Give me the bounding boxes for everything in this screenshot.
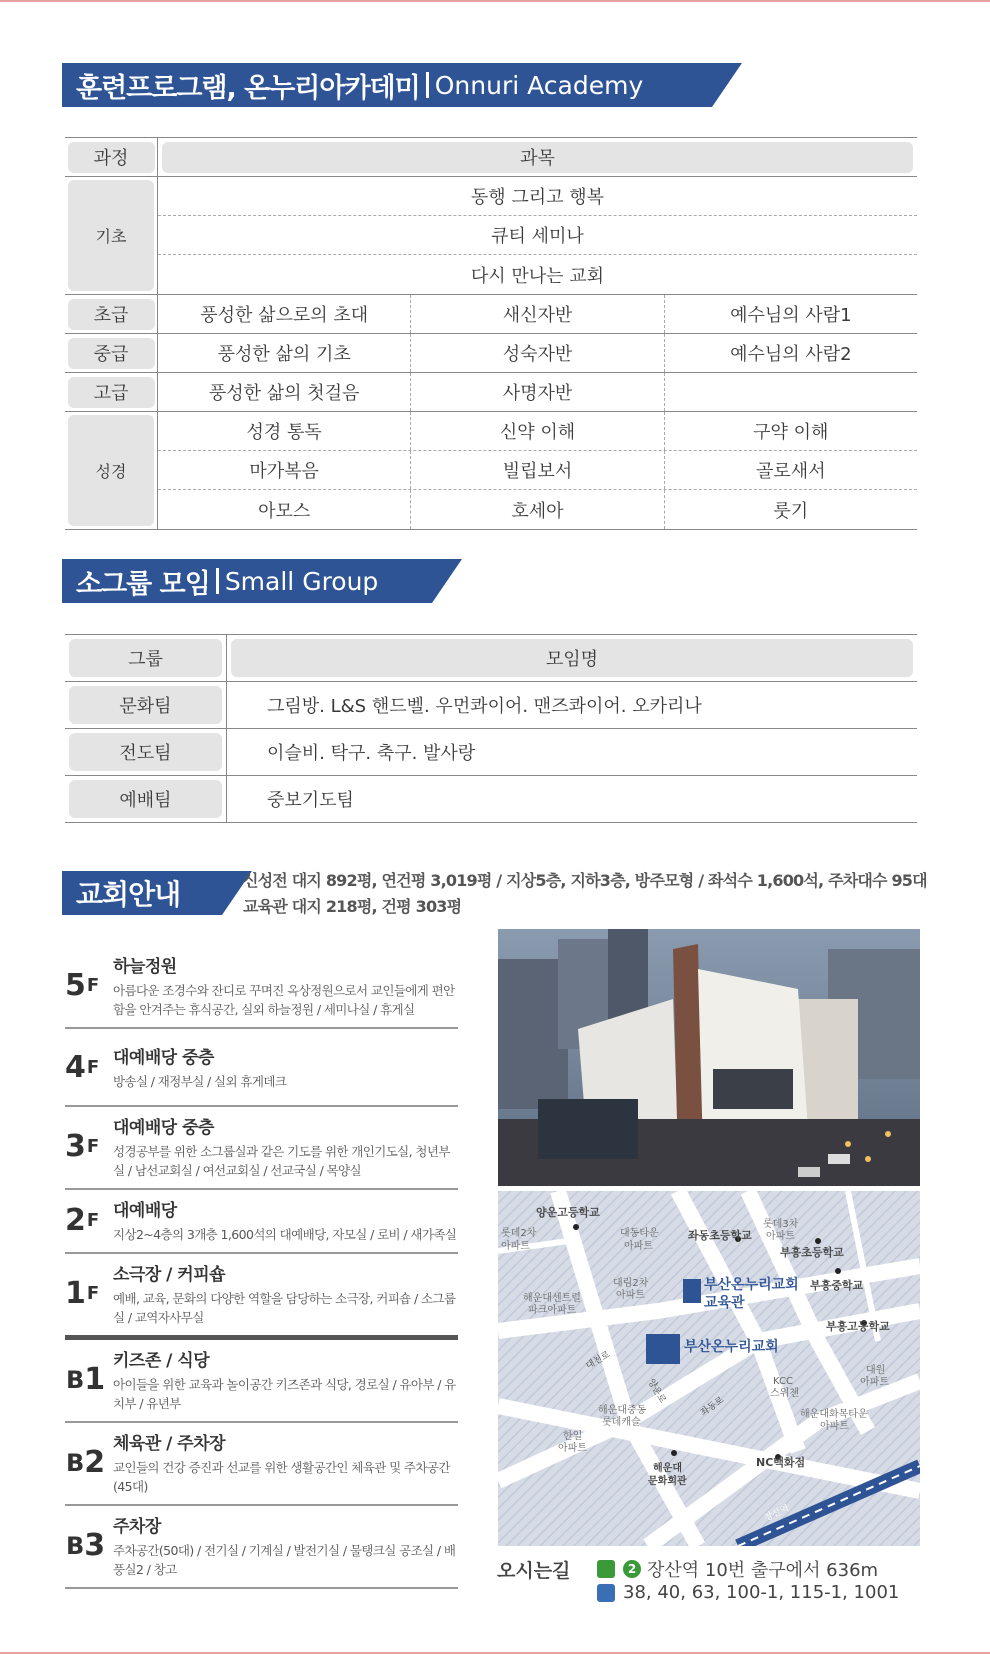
- basic-item: 큐티 세미나: [491, 226, 584, 247]
- floor-suffix: F: [86, 1056, 100, 1078]
- bible-cat-cell: [65, 412, 158, 529]
- floor-suffix: F: [86, 1136, 100, 1157]
- title-divider: [216, 568, 219, 594]
- floor-suffix: B: [66, 1531, 85, 1560]
- floor-label: [65, 1512, 113, 1579]
- group-value: 그림방. L&S 핸드벨. 우먼콰이어. 맨즈콰이어. 오카리나: [267, 696, 702, 717]
- floor-number: 1: [84, 1362, 106, 1397]
- floor-desc: 아름다운 조경수와 잔디로 꾸며진 옥상정원으로서 교인들에게 편안함을 안겨주는 휴식공간, 실외 하늘정원 / 세미나실 / 휴게실: [113, 983, 455, 1017]
- floor-body: [113, 1196, 458, 1244]
- floor-desc: 지상2~4층의 3개층 1,600석의 대예배당, 자모실 / 로비 / 새가족실: [113, 1227, 457, 1242]
- svg-text:아파트: 아파트: [860, 1377, 889, 1388]
- academy-title: 훈련프로그램, 온누리아카데미: [76, 72, 420, 104]
- svg-text:대원: 대원: [866, 1365, 886, 1376]
- floor-item: [65, 1340, 458, 1423]
- level-label: 고급: [68, 377, 155, 408]
- level-cat-cell: [65, 295, 158, 333]
- smallgroup-banner: [62, 559, 432, 603]
- bus-line: [597, 1582, 899, 1603]
- bible-item: 룻기: [773, 500, 809, 522]
- floor-body: [113, 952, 458, 1019]
- table-row: [65, 729, 917, 776]
- map-label-church: 부산온누리교회: [684, 1339, 779, 1355]
- table-row: [65, 295, 917, 334]
- svg-text:부산온누리교회: 부산온누리교회: [704, 1277, 799, 1293]
- level-label: 초급: [68, 299, 155, 330]
- floor-item: [65, 1254, 458, 1340]
- floor-label: [65, 1260, 113, 1327]
- basic-cat-cell: [65, 177, 158, 294]
- group-value: 중보기도팀: [267, 790, 354, 811]
- svg-text:한일: 한일: [563, 1431, 583, 1442]
- table-row: [65, 682, 917, 729]
- header-subject-cell: [158, 138, 917, 176]
- floor-number: 4: [65, 1049, 86, 1085]
- table-row: [158, 255, 917, 294]
- header-name-cell: [227, 635, 917, 681]
- map-label-buheung-el: 부흥초등학교: [780, 1246, 844, 1259]
- floor-item: [65, 1107, 458, 1190]
- level-item: 풍성한 삶의 첫걸음: [158, 373, 411, 411]
- svg-text:파크아파트: 파크아파트: [528, 1305, 577, 1316]
- floor-body: [113, 1429, 458, 1496]
- svg-text:스위첸: 스위첸: [770, 1388, 799, 1399]
- smallgroup-table: [65, 634, 917, 823]
- floor-number: 2: [65, 1202, 86, 1238]
- level-item: 풍성한 삶의 기초: [158, 334, 411, 372]
- table-header-row: [65, 138, 917, 177]
- floor-body: [113, 1043, 458, 1091]
- floor-desc: 교인들의 건강 증진과 선교를 위한 생활공간인 체육관 및 주차공간(45대): [113, 1460, 450, 1494]
- bible-group: [65, 412, 917, 530]
- floor-desc: 성경공부를 위한 소그룹실과 같은 기도를 위한 개인기도실, 청년부실 / 남선교회실 / 여선교회실 / 선교국실 / 목양실: [113, 1144, 450, 1178]
- level-item: 사명자반: [411, 373, 664, 411]
- floor-title: 대예배당 중층: [113, 1048, 214, 1068]
- group-cat-cell: [65, 776, 227, 822]
- subway-line: [597, 1556, 878, 1582]
- svg-text:해운대화목타운: 해운대화목타운: [800, 1409, 868, 1420]
- map-station-label: 장산역: [763, 1503, 791, 1524]
- academy-table: [65, 137, 917, 530]
- group-value: 이슬비. 탁구. 축구. 발사랑: [267, 743, 476, 764]
- floor-desc: 아이들을 위한 교육과 놀이공간 키즈존과 식당, 경로실 / 유아부 / 유치부 / 유년부: [113, 1377, 456, 1411]
- svg-text:롯데3차: 롯데3차: [763, 1219, 799, 1230]
- location-map: [498, 1191, 920, 1546]
- map-label-buheung-high: 부흥고등학교: [826, 1320, 890, 1333]
- table-row: [158, 490, 917, 529]
- header-name: 모임명: [231, 639, 913, 677]
- svg-text:대동타운: 대동타운: [620, 1228, 659, 1239]
- floor-desc: 방송실 / 재정부실 / 실외 휴게데크: [113, 1074, 287, 1089]
- academy-banner: [62, 63, 712, 107]
- table-row: [65, 334, 917, 373]
- bible-item: 아모스: [158, 490, 411, 529]
- group-cat-cell: [65, 682, 227, 728]
- church-photo-illustration: [498, 929, 920, 1186]
- smallgroup-subtitle: Small Group: [224, 566, 379, 596]
- svg-text:해운대: 해운대: [653, 1463, 682, 1474]
- svg-text:교육관: 교육관: [704, 1295, 745, 1311]
- info-line-2: 교육관 대지 218평, 건평 303평: [243, 897, 462, 916]
- level-item: [665, 373, 917, 411]
- floor-title: 하늘정원: [113, 957, 177, 977]
- map-label-jwadong: 좌동초등학교: [688, 1229, 752, 1242]
- floor-list: [65, 946, 458, 1589]
- info-line-1: 신성전 대지 892평, 연건평 3,019평 / 지상5층, 지하3층, 방주모형 / 좌석수 1,600석, 주차대수 95대: [243, 871, 927, 890]
- bible-item: 신약 이해: [411, 412, 664, 450]
- floor-suffix: F: [86, 1283, 100, 1304]
- level-label: 중급: [68, 338, 155, 369]
- level-cat-cell: [65, 334, 158, 372]
- floor-label: [65, 1196, 113, 1244]
- floor-suffix: F: [86, 975, 100, 996]
- floor-item: [65, 1190, 458, 1254]
- church-info-text: [243, 868, 927, 920]
- floor-item: [65, 946, 458, 1029]
- table-row: [158, 412, 917, 451]
- subway-line-number: 2: [623, 1560, 641, 1578]
- church-info-banner: [62, 871, 222, 915]
- svg-text:아파트: 아파트: [766, 1231, 795, 1242]
- bible-item: 성경 통독: [158, 412, 411, 450]
- floor-item: [65, 1029, 458, 1107]
- basic-label: 기초: [68, 180, 154, 291]
- floor-title: 소극장 / 커피숍: [113, 1265, 226, 1285]
- basic-rows: [158, 177, 917, 294]
- table-header-row: [65, 635, 917, 682]
- header-group: 그룹: [69, 639, 222, 677]
- floor-number: 3: [65, 1129, 86, 1164]
- floor-title: 대예배당: [113, 1201, 177, 1221]
- floor-title: 주차장: [113, 1517, 161, 1537]
- floor-title: 키즈존 / 식당: [113, 1351, 210, 1371]
- subway-text: 장산역 10번 출구에서 636m: [647, 1560, 879, 1581]
- table-row: [65, 373, 917, 412]
- floor-number: 5: [65, 968, 86, 1003]
- church-info-title: 교회안내: [76, 878, 181, 911]
- bible-item: 호세아: [411, 490, 664, 529]
- bus-icon: [597, 1584, 615, 1602]
- basic-item: 다시 만나는 교회: [470, 265, 605, 287]
- svg-text:KCC: KCC: [773, 1376, 793, 1387]
- floor-label: [65, 1043, 113, 1091]
- svg-text:해운대중동: 해운대중동: [598, 1405, 647, 1416]
- svg-text:해운대센트럴: 해운대센트럴: [523, 1293, 581, 1304]
- floor-desc: 주차공간(50대) / 전기실 / 기계실 / 발전기실 / 물탱크실 공조실 / 배풍실2 / 창고: [113, 1543, 456, 1577]
- subway-icon: [597, 1560, 615, 1578]
- level-item: 성숙자반: [411, 334, 664, 372]
- basic-group: [65, 177, 917, 295]
- floor-suffix: B: [66, 1365, 85, 1394]
- svg-text:롯데캐슬: 롯데캐슬: [602, 1417, 641, 1428]
- svg-text:아파트: 아파트: [558, 1443, 587, 1454]
- floor-body: [113, 1346, 458, 1413]
- svg-text:대림2차: 대림2차: [613, 1278, 649, 1289]
- map-label-yangun: 양운고등학교: [536, 1206, 600, 1219]
- church-photo: [498, 929, 920, 1186]
- bible-item: 빌립보서: [411, 451, 664, 489]
- level-item: 새신자반: [411, 295, 664, 333]
- map-label-buheung-mid: 부흥중학교: [810, 1279, 864, 1292]
- floor-label: [65, 1346, 113, 1413]
- header-subject: 과목: [162, 142, 913, 173]
- floor-label: [65, 952, 113, 1019]
- title-divider: [426, 72, 429, 98]
- level-cat-cell: [65, 373, 158, 411]
- directions-label: 오시는길: [497, 1560, 571, 1582]
- group-cat-cell: [65, 729, 227, 775]
- level-item: 예수님의 사람2: [730, 344, 852, 365]
- svg-text:롯데2차: 롯데2차: [501, 1228, 537, 1239]
- bible-item: 구약 이해: [753, 422, 829, 443]
- bible-rows: [158, 412, 917, 529]
- academy-subtitle: Onnuri Academy: [434, 70, 644, 100]
- svg-text:아파트: 아파트: [820, 1421, 849, 1432]
- map-road-1: 대천로: [584, 1349, 613, 1372]
- basic-item: 동행 그리고 행복: [470, 187, 605, 208]
- floor-body: [113, 1260, 458, 1327]
- svg-text:아파트: 아파트: [624, 1241, 653, 1252]
- map-illustration: [498, 1191, 920, 1546]
- floor-suffix: B: [66, 1448, 85, 1477]
- map-road-3: 좌동로: [698, 1395, 727, 1419]
- map-label-nc: NC백화점: [756, 1456, 806, 1469]
- floor-label: [65, 1429, 113, 1496]
- table-row: [158, 177, 917, 216]
- floor-number: 2: [84, 1445, 106, 1480]
- level-item: 풍성한 삶으로의 초대: [158, 295, 411, 333]
- floor-number: 1: [65, 1276, 86, 1311]
- table-row: [158, 451, 917, 490]
- bible-item: 마가복음: [158, 451, 411, 489]
- floor-body: [113, 1113, 458, 1180]
- table-row: [158, 216, 917, 255]
- floor-item: [65, 1423, 458, 1506]
- floor-item: [65, 1506, 458, 1589]
- smallgroup-title: 소그룹 모임: [76, 568, 210, 600]
- bible-item: 골로새서: [756, 461, 826, 482]
- bus-text: 38, 40, 63, 100-1, 115-1, 1001: [623, 1582, 900, 1603]
- level-item: 예수님의 사람1: [730, 305, 852, 326]
- floor-title: 체육관 / 주차장: [113, 1434, 226, 1454]
- group-label: 문화팀: [69, 686, 222, 724]
- top-border: [0, 0, 990, 2]
- floor-body: [113, 1512, 458, 1579]
- group-label: 예배팀: [69, 780, 222, 818]
- header-course-cell: [65, 138, 158, 176]
- floor-desc: 예배, 교육, 문화의 다양한 역할을 담당하는 소극장, 커피숍 / 소그룹실 / 교역자사무실: [113, 1291, 456, 1325]
- svg-text:아파트: 아파트: [501, 1241, 530, 1252]
- floor-title: 대예배당 중층: [113, 1118, 214, 1138]
- header-group-cell: [65, 635, 227, 681]
- header-course: 과정: [68, 142, 155, 173]
- bible-label: 성경: [68, 415, 154, 526]
- svg-text:문화회관: 문화회관: [648, 1476, 687, 1487]
- floor-label: [65, 1113, 113, 1180]
- group-label: 전도팀: [69, 733, 222, 771]
- floor-number: 3: [84, 1528, 106, 1563]
- floor-suffix: F: [86, 1209, 100, 1231]
- map-road-2: 양운로: [645, 1377, 668, 1406]
- table-row: [65, 776, 917, 823]
- svg-text:아파트: 아파트: [616, 1290, 645, 1301]
